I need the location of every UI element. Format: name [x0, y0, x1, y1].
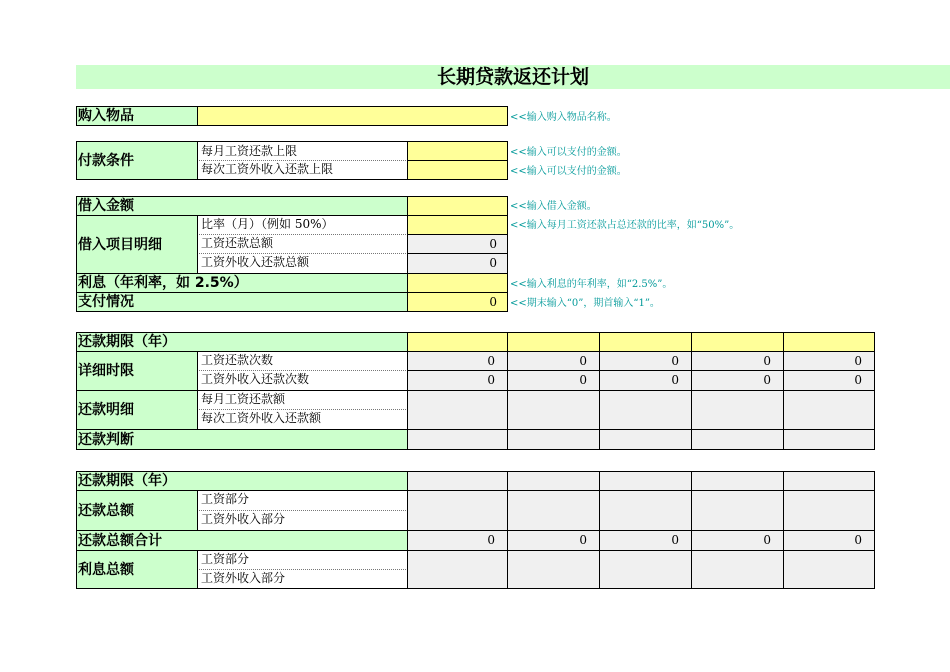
- period2-cell-4: [691, 471, 784, 491]
- it-cell-1: [407, 550, 508, 589]
- repay-cell-2: [507, 390, 600, 430]
- loan-amount-input[interactable]: [407, 196, 508, 216]
- rt-cell-1: [407, 490, 508, 531]
- label-ratio: 比率（月）（例如 50%）: [197, 215, 408, 235]
- repay-sum-3: 0: [599, 530, 692, 551]
- page-title: 长期贷款返还计划: [76, 65, 950, 89]
- monthly-limit-input[interactable]: [407, 141, 508, 161]
- judgement-2: [507, 429, 600, 450]
- note-interest: <<输入利息的年利率，如“2.5%”。: [510, 279, 673, 290]
- repay-cell-4: [691, 390, 784, 430]
- label-repay-total: 还款总额: [76, 490, 198, 531]
- period-input-4[interactable]: [691, 332, 784, 352]
- note-monthly: <<输入可以支付的金额。: [510, 147, 627, 158]
- repay-cell-1: [407, 390, 508, 430]
- period2-cell-2: [507, 471, 600, 491]
- label-interest: 利息（年利率，如 2.5%）: [76, 273, 408, 293]
- label-interest-total: 利息总额: [76, 550, 198, 589]
- label-salary-total: 工资还款总额: [197, 234, 408, 254]
- label-salary-count: 工资还款次数: [197, 351, 408, 371]
- it-cell-4: [691, 550, 784, 589]
- it-cell-3: [599, 550, 692, 589]
- label-loan-amount: 借入金额: [76, 196, 408, 216]
- label-judgement: 还款判断: [76, 429, 408, 450]
- salary-count-1: 0: [407, 351, 508, 371]
- payment-status-input[interactable]: 0: [407, 292, 508, 312]
- period-input-2[interactable]: [507, 332, 600, 352]
- repay-sum-2: 0: [507, 530, 600, 551]
- salary-count-3: 0: [599, 351, 692, 371]
- label-it-extra: 工资外收入部分: [197, 569, 408, 589]
- period2-cell-5: [783, 471, 875, 491]
- label-repay-detail: 还款明细: [76, 390, 198, 430]
- it-cell-5: [783, 550, 875, 589]
- note-loan: <<输入借入金额。: [510, 201, 597, 212]
- rt-cell-2: [507, 490, 600, 531]
- repay-sum-1: 0: [407, 530, 508, 551]
- label-detail-time: 详细时限: [76, 351, 198, 391]
- label-period-1: 还款期限（年）: [76, 332, 408, 352]
- label-monthly-repay: 每月工资还款额: [197, 390, 408, 410]
- extra-limit-input[interactable]: [407, 160, 508, 180]
- salary-count-2: 0: [507, 351, 600, 371]
- label-loan-detail: 借入项目明细: [76, 215, 198, 274]
- repay-sum-4: 0: [691, 530, 784, 551]
- label-payment-terms: 付款条件: [76, 141, 198, 180]
- repay-cell-5: [783, 390, 875, 430]
- label-monthly-limit: 每月工资还款上限: [197, 141, 408, 161]
- salary-count-4: 0: [691, 351, 784, 371]
- judgement-5: [783, 429, 875, 450]
- salary-total-value: 0: [407, 234, 508, 254]
- note-status: <<期末输入“0”，期首输入“1”。: [510, 298, 660, 309]
- it-cell-2: [507, 550, 600, 589]
- label-extra-total: 工资外收入还款总额: [197, 253, 408, 274]
- extra-total-value: 0: [407, 253, 508, 274]
- label-extra-limit: 每次工资外收入还款上限: [197, 160, 408, 180]
- item-input[interactable]: [197, 106, 508, 126]
- repay-cell-3: [599, 390, 692, 430]
- label-payment-status: 支付情况: [76, 292, 408, 312]
- period-input-3[interactable]: [599, 332, 692, 352]
- label-rt-salary: 工资部分: [197, 490, 408, 511]
- label-it-salary: 工资部分: [197, 550, 408, 570]
- interest-input[interactable]: [407, 273, 508, 293]
- note-ratio: <<输入每月工资还款占总还款的比率，如“50%”。: [510, 220, 740, 231]
- period2-cell-3: [599, 471, 692, 491]
- rt-cell-4: [691, 490, 784, 531]
- judgement-4: [691, 429, 784, 450]
- period-input-1[interactable]: [407, 332, 508, 352]
- extra-count-4: 0: [691, 370, 784, 391]
- label-extra-count: 工资外收入还款次数: [197, 370, 408, 391]
- rt-cell-3: [599, 490, 692, 531]
- extra-count-3: 0: [599, 370, 692, 391]
- salary-count-5: 0: [783, 351, 875, 371]
- ratio-input[interactable]: [407, 215, 508, 235]
- label-repay-sum: 还款总额合计: [76, 530, 408, 551]
- label-rt-extra: 工资外收入部分: [197, 510, 408, 531]
- period2-cell-1: [407, 471, 508, 491]
- label-extra-repay: 每次工资外收入还款额: [197, 409, 408, 430]
- extra-count-5: 0: [783, 370, 875, 391]
- note-extra: <<输入可以支付的金额。: [510, 166, 627, 177]
- repay-sum-5: 0: [783, 530, 875, 551]
- rt-cell-5: [783, 490, 875, 531]
- extra-count-1: 0: [407, 370, 508, 391]
- label-item: 购入物品: [76, 106, 198, 126]
- note-item: <<输入购入物品名称。: [510, 112, 617, 123]
- period-input-5[interactable]: [783, 332, 875, 352]
- label-period-2: 还款期限（年）: [76, 471, 408, 491]
- judgement-1: [407, 429, 508, 450]
- judgement-3: [599, 429, 692, 450]
- extra-count-2: 0: [507, 370, 600, 391]
